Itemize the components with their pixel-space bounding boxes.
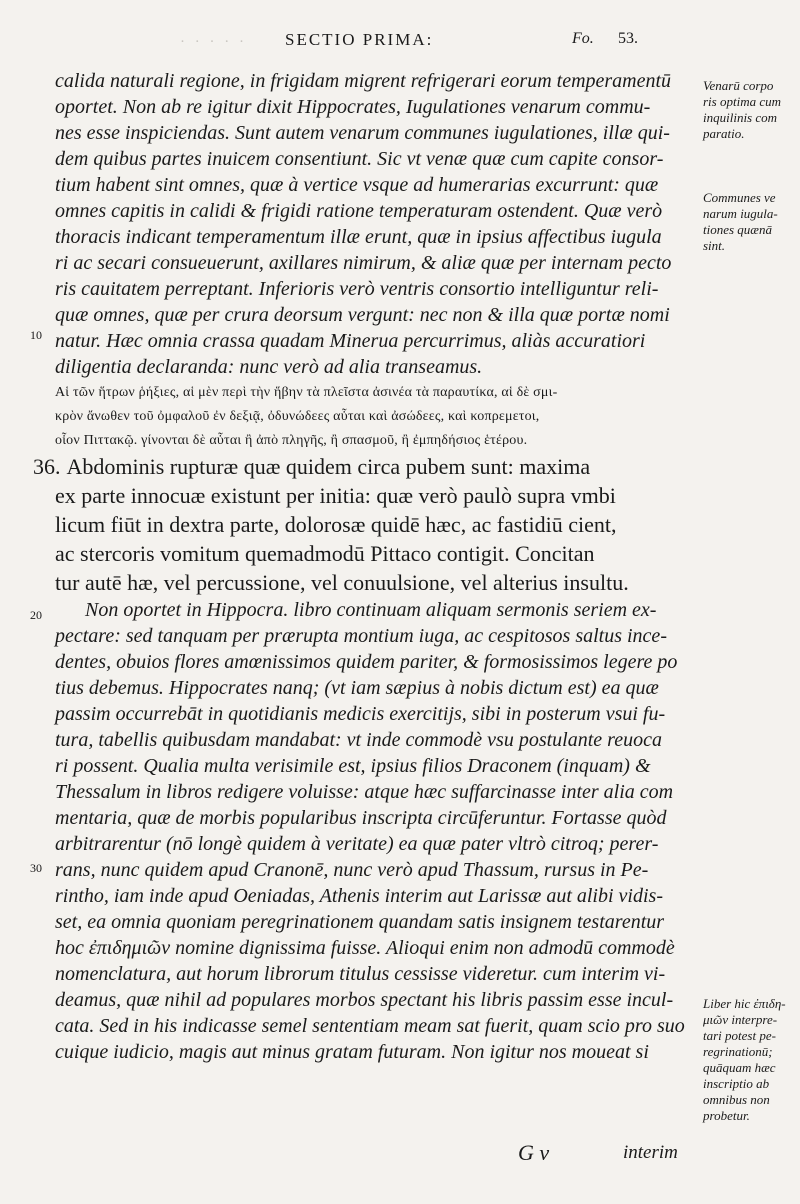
- commentary-line: Thessalum in libros redigere voluisse: atque hæc suffarcinasse inter alia com: [55, 781, 674, 803]
- margin-note-line: sint.: [703, 238, 726, 253]
- line-number-20: 20: [30, 608, 42, 622]
- line-number-30: 30: [30, 861, 42, 875]
- text-line: natur. Hæc omnia crassa quadam Minerua percurrimus, aliàs accuratiori: [55, 330, 646, 352]
- margin-note-line: Liber hic ἐπιδη-: [703, 996, 786, 1011]
- aphorism-line: ex parte innocuæ existunt per initia: quæ verò paulò supra vmbi: [55, 483, 616, 508]
- latin-aphorism-text: [33, 452, 695, 597]
- commentary-line: passim occurrebāt in quotidianis medicis exercitijs, sibi in posterum vsui fu-: [55, 703, 666, 725]
- commentary-line: rintho, iam inde apud Oeniadas, Athenis interim aut Larissæ aut alibi vidis-: [55, 885, 663, 907]
- text-line: omnes capitis in calidi & frigidi ratione temperaturam ostendent. Quæ verò: [55, 200, 663, 222]
- aphorism-line: licum fiūt in dextra parte, dolorosæ quidē hæc, ac fastidiū cient,: [55, 512, 617, 537]
- text-line: tium habent sint omnes, quæ à vertice vsque ad humerarias excurrunt: quæ: [55, 174, 659, 196]
- commentary-line: dentes, obuios flores amœnissimos quidem pariter, & formosissimos legere po: [55, 651, 678, 673]
- greek-line: Αἱ τῶν ἥτρων ῥήξιες, αἱ μὲν περὶ τὴν ἥβην τὰ πλεῖστα ἀσινέα τὰ παραυτίκα, αἱ δὲ σμι-: [55, 385, 558, 400]
- commentary-line: pectare: sed tanquam per prærupta montium iuga, ac cespitosos saltus ince-: [55, 625, 667, 647]
- aphorism-line: [33, 452, 695, 481]
- aphorism-line: tur autē hæ, vel percussione, vel conuulsione, vel alterius insultu.: [55, 570, 629, 595]
- margin-note-line: ris optima cum: [703, 94, 781, 109]
- page-number: 53.: [618, 30, 638, 47]
- margin-note-line: inscriptio ab: [703, 1076, 770, 1091]
- commentary-line: arbitrarentur (nō longè quidem à veritate) ea quæ pater vltrò citroq; perer-: [55, 833, 659, 855]
- section-title: SECTIO PRIMA:: [285, 30, 434, 49]
- greek-line: οἷον Πιττακῷ. γίνονται δὲ αὗται ἢ ἀπὸ πληγῆς, ἢ σπασμοῦ, ἢ ἐμπηδήσιος ἑτέρου.: [55, 433, 528, 448]
- margin-note-line: Venarū corpo: [703, 78, 774, 93]
- aphorism-line-text: Abdominis rupturæ quæ quidem circa pubem sunt: maxima: [66, 454, 591, 479]
- margin-note-line: regrinationū;: [703, 1044, 773, 1059]
- margin-note-line: μιῶν interpre-: [703, 1012, 778, 1027]
- line-number-10: 10: [30, 328, 42, 342]
- text-line: thoracis indicant temperamentum illæ erunt, quæ in ipsius affectibus iugula: [55, 226, 662, 248]
- commentary-line: Non oportet in Hippocra. libro continuam aliquam sermonis seriem ex-: [85, 599, 657, 621]
- commentary-line: ri possent. Qualia multa verisimile est, ipsius filios Draconem (inquam) &: [55, 755, 651, 777]
- folio-label: Fo.: [572, 30, 594, 47]
- margin-note-communes: [703, 190, 793, 254]
- commentary-line: cata. Sed in his indicasse semel sententiam meam sat fuerit, quam scio pro suo: [55, 1015, 685, 1037]
- commentary-line: tius debemus. Hippocrates nanq; (vt iam sæpius à nobis dictum est) ea quæ: [55, 677, 659, 699]
- commentary-line: tura, tabellis quibusdam mandabat: vt inde commodè vsu postulante reuoca: [55, 729, 662, 751]
- commentary-line: cuique iudicio, magis aut minus gratam futuram. Non igitur nos moueat si: [55, 1041, 649, 1063]
- text-line: nes esse inspiciendas. Sunt autem venarum communes iugulationes, illæ qui-: [55, 122, 670, 144]
- text-line: ris cauitatem perreptant. Inferioris verò ventris consortio intelliguntur reli-: [55, 278, 659, 300]
- commentary-line: rans, nunc quidem apud Cranonē, nunc verò apud Thassum, rursus in Pe-: [55, 859, 649, 881]
- commentary-line: nomenclatura, aut horum librorum titulus cessisse videretur. cum interim vi-: [55, 963, 666, 985]
- margin-note-venarum: [703, 78, 793, 142]
- running-header: [0, 30, 800, 54]
- commentary-opening: [55, 68, 695, 380]
- bleed-through-header: · · · · ·: [180, 34, 247, 50]
- aphorism-line: ac stercoris vomitum quemadmodū Pittaco contigit. Concitan: [55, 541, 595, 566]
- margin-note-line: probetur.: [703, 1108, 750, 1123]
- margin-note-line: tari potest pe-: [703, 1028, 776, 1043]
- catchword: interim: [623, 1142, 678, 1163]
- text-line: quæ omnes, quæ per crura deorsum vergunt: nec non & illa quæ portæ nomi: [55, 304, 670, 326]
- margin-note-line: inquilinis com: [703, 110, 778, 125]
- text-line: diligentia declaranda: nunc verò ad alia transeamus.: [55, 356, 483, 378]
- text-line: oportet. Non ab re igitur dixit Hippocrates, Iugulationes venarum commu-: [55, 96, 651, 118]
- signature-mark: G v: [518, 1140, 550, 1165]
- commentary-line: hoc ἐπιδημιῶν nomine dignissima fuisse. Alioqui enim non admodū commodè: [55, 937, 675, 959]
- commentary-line: set, ea omnia quoniam peregrinationem quandam satis insignem testarentur: [55, 911, 665, 933]
- margin-note-line: Communes ve: [703, 190, 776, 205]
- margin-note-line: tiones quænā: [703, 222, 772, 237]
- text-line: dem quibus partes inuicem consentiunt. Sic vt venæ quæ cum capite consor-: [55, 148, 664, 170]
- commentary-text: [55, 597, 695, 1065]
- commentary-line: deamus, quæ nihil ad populares morbos spectant his libris passim esse incul-: [55, 989, 674, 1011]
- margin-note-line: narum iugula-: [703, 206, 778, 221]
- aphorism-number: 36.: [33, 454, 61, 479]
- margin-note-line: quāquam hæc: [703, 1060, 776, 1075]
- text-line: ri ac secari consueuerunt, axillares nimirum, & aliæ quæ per internam pecto: [55, 252, 672, 274]
- greek-line: κρὸν ἄνωθεν τοῦ ὀμφαλοῦ ἐν δεξιᾷ, ὀδυνώδεες αὗται καὶ ἀσώδεες, καὶ κοπρεμετοι,: [55, 409, 540, 424]
- text-line: calida naturali regione, in frigidam migrent refrigerari eorum temperamentū: [55, 70, 672, 92]
- commentary-line: mentaria, quæ de morbis popularibus inscripta circūferuntur. Fortasse quòd: [55, 807, 667, 829]
- margin-note-line: paratio.: [703, 126, 745, 141]
- margin-note-line: omnibus non: [703, 1092, 770, 1107]
- greek-aphorism-text: [55, 382, 695, 452]
- margin-note-liber: [703, 996, 793, 1124]
